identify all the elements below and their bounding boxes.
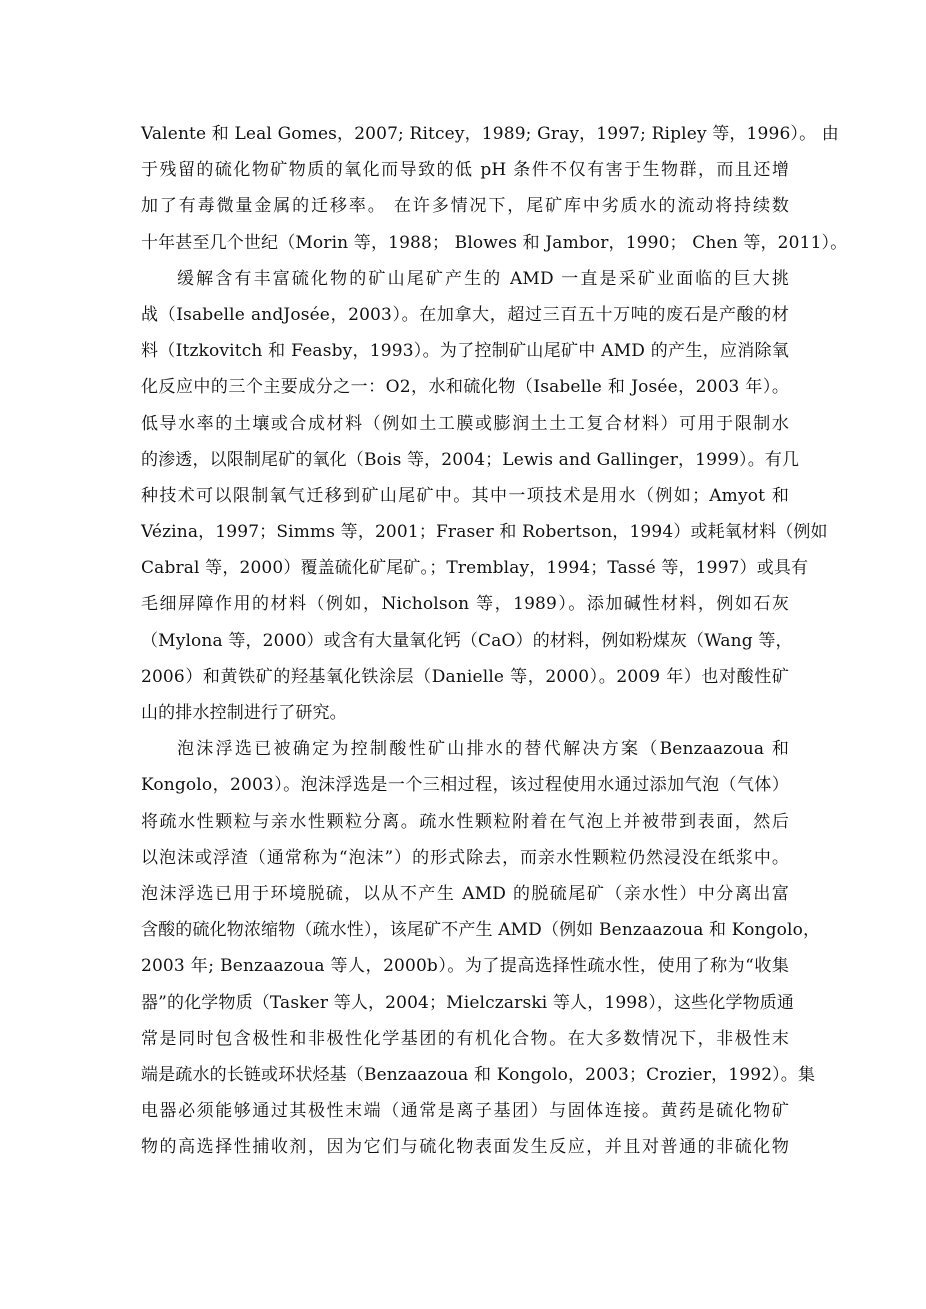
- text-line: 泡沫浮选已被确定为控制酸性矿山排水的替代解决方案（Benzaazoua 和: [177, 739, 789, 760]
- text-line: 泡沫浮选已用于环境脱硫，以从不产生 AMD 的脱硫尾矿（亲水性）中分离出富: [141, 883, 789, 904]
- text-line: 器”的化学物质（Tasker 等人，2004；Mielczarski 等人，1998），这些化学物质通: [141, 992, 795, 1013]
- text-line: 山的排水控制进行了研究。: [141, 703, 347, 723]
- text-line: 含酸的硫化物浓缩物（疏水性），该尾矿不产生 AMD（例如 Benzaazoua 和 Kongolo，: [141, 920, 821, 941]
- text-line: 物的高选择性捕收剂，因为它们与硫化物表面发生反应，并且对普通的非硫化物: [141, 1137, 789, 1158]
- text-line: 2006）和黄铁矿的羟基氧化铁涂层（Danielle 等，2000）。2009 年）也对酸性矿: [141, 666, 789, 687]
- text-line: （Mylona 等，2000）或含有大量氧化钙（CaO）的材料，例如粉煤灰（Wang 等，: [141, 630, 793, 651]
- text-line: 化反应中的三个主要成分之一：O2，水和硫化物（Isabelle 和 Josée，2003 年）。: [141, 377, 789, 398]
- text-line: 种技术可以限制氧气迁移到矿山尾矿中。其中一项技术是用水（例如；Amyot 和: [141, 485, 789, 506]
- text-line: 加了有毒微量金属的迁移率。 在许多情况下，尾矿库中劣质水的流动将持续数: [141, 196, 789, 217]
- text-line: Kongolo，2003）。泡沫浮选是一个三相过程，该过程使用水通过添加气泡（气体）: [141, 775, 789, 796]
- text-line: Vézina，1997；Simms 等，2001；Fraser 和 Robertson，1994）或耗氧材料（例如: [141, 522, 828, 543]
- paragraph-1: [141, 116, 848, 261]
- text-line: 2003 年; Benzaazoua 等人，2000b）。为了提高选择性疏水性，使用了称为“收集: [141, 956, 789, 977]
- text-line: 战（Isabelle andJosée，2003）。在加拿大，超过三百五十万吨的废石是产酸的材: [141, 304, 789, 325]
- text-line: 以泡沫或浮渣（通常称为“泡沫”）的形式除去，而亲水性颗粒仍然浸没在纸浆中。: [141, 847, 789, 868]
- text-line: 常是同时包含极性和非极性化学基团的有机化合物。在大多数情况下，非极性末: [141, 1028, 789, 1049]
- text-line: Valente 和 Leal Gomes，2007; Ritcey，1989; Gray，1997; Ripley 等，1996）。 由: [141, 124, 839, 144]
- text-line: 十年甚至几个世纪（Morin 等，1988； Blowes 和 Jambor，1990； Chen 等，2011）。: [141, 232, 848, 253]
- text-line: Cabral 等，2000）覆盖硫化矿尾矿。；Tremblay，1994；Tassé 等，1997）或具有: [141, 558, 809, 579]
- text-line: 的渗透，以限制尾矿的氧化（Bois 等，2004；Lewis and Gallinger，1999）。有几: [141, 449, 800, 470]
- text-line: 于残留的硫化物矿物质的氧化而导致的低 pH 条件不仅有害于生物群，而且还增: [141, 160, 789, 181]
- paragraph-3: [141, 731, 821, 1165]
- text-line: 缓解含有丰富硫化物的矿山尾矿产生的 AMD 一直是采矿业面临的巨大挑: [177, 268, 789, 289]
- text-line: 将疏水性颗粒与亲水性颗粒分离。疏水性颗粒附着在气泡上并被带到表面，然后: [141, 811, 789, 832]
- document-page: [141, 116, 848, 1165]
- paragraph-2: [141, 261, 828, 731]
- text-line: 端是疏水的长链或环状烃基（Benzaazoua 和 Kongolo，2003；Crozier，1992）。集: [141, 1064, 816, 1085]
- text-line: 料（Itzkovitch 和 Feasby，1993）。为了控制矿山尾矿中 AMD 的产生，应消除氧: [141, 341, 789, 362]
- text-line: 毛细屏障作用的材料（例如，Nicholson 等，1989）。添加碱性材料，例如石灰: [141, 594, 789, 615]
- text-line: 低导水率的土壤或合成材料（例如土工膜或膨润土土工复合材料）可用于限制水: [141, 413, 789, 434]
- text-line: 电器必须能够通过其极性末端（通常是离子基团）与固体连接。黄药是硫化物矿: [141, 1101, 789, 1122]
